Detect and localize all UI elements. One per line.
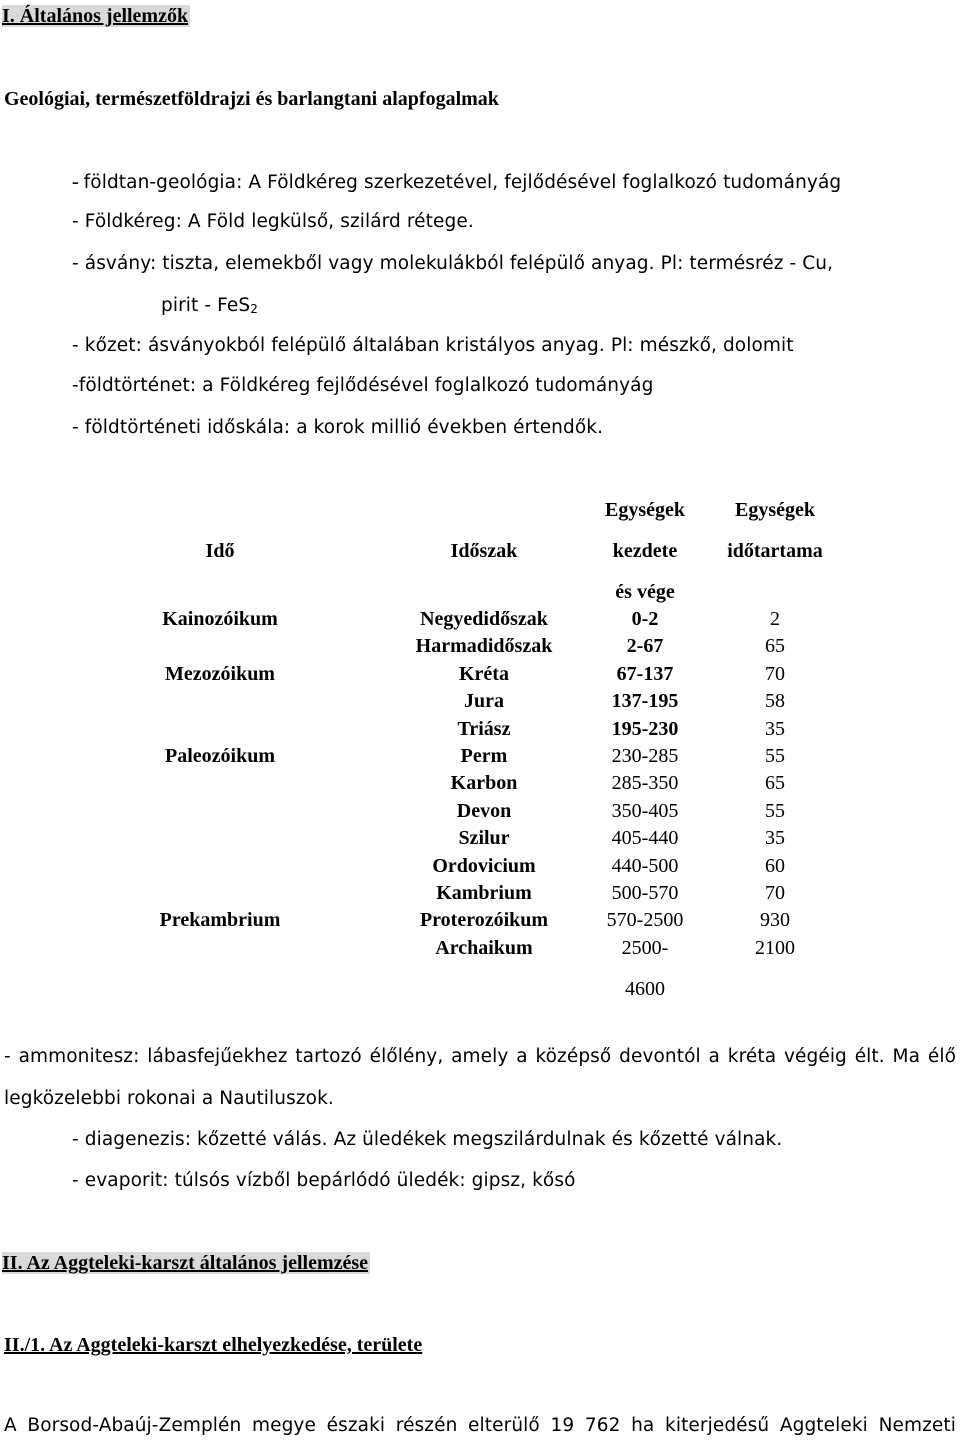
table-cell-start: 2-67 (626, 635, 664, 657)
table-cell-start: 0-2 (631, 608, 659, 630)
definition-earth-crust: - Földkéreg: A Föld legkülső, szilárd rétege. (72, 211, 474, 232)
table-cell-start: 350-405 (611, 800, 679, 822)
table-cell-duration: 2 (770, 608, 780, 630)
table-cell-period: Triász (457, 718, 511, 740)
definition-diagenesis: - diagenezis: kőzetté válás. Az üledékek megszilárdulnak és kőzetté válnak. (72, 1129, 783, 1150)
table-cell-duration: 2100 (755, 937, 795, 959)
definition-earth-history: -földtörténet: a Földkéreg fejlődésével foglalkozó tudományág (72, 375, 654, 396)
table-cell-duration: 70 (765, 882, 785, 904)
definition-rock: - kőzet: ásványokból felépülő általában kristályos anyag. Pl: mészkő, dolomit (72, 335, 794, 356)
header-duration-line1: Egységek (735, 499, 815, 521)
section-heading-2 (2, 1251, 370, 1275)
definition-ammonite-line2: legközelebbi rokonai a Nautiluszok. (4, 1088, 334, 1109)
table-cell-period: Negyedidőszak (420, 608, 548, 630)
table-cell-period: Harmadidőszak (415, 635, 553, 657)
table-cell-start: 195-230 (611, 718, 679, 740)
definition-mineral: - ásvány: tiszta, elemekből vagy molekulákból felépülő anyag. Pl: termésréz - Cu, (72, 253, 834, 274)
header-era: Idő (205, 540, 235, 562)
table-cell-period: Szilur (458, 827, 510, 849)
definition-geology (72, 170, 841, 195)
table-cell-duration: 65 (765, 635, 785, 657)
table-cell-start: 67-137 (616, 663, 674, 685)
subsection-heading-2-1: II./1. Az Aggteleki-karszt elhelyezkedése, területe (4, 1334, 423, 1356)
pyrite-formula: pirit - FeS (161, 295, 251, 316)
table-cell-era: Kainozóikum (162, 608, 278, 630)
definition-time-scale: - földtörténeti időskála: a korok millió években értendők. (72, 417, 604, 438)
table-cell-duration: 60 (765, 855, 785, 877)
table-cell-period: Devon (456, 800, 512, 822)
subheading-basic-concepts: Geológiai, természetföldrajzi és barlangtani alapfogalmak (4, 88, 499, 110)
table-cell-period: Karbon (450, 772, 518, 794)
definition-ammonite-line1: - ammonitesz: lábasfejűekhez tartozó élőlény, amely a középső devontól a kréta végéig élt. Ma élő (4, 1046, 956, 1067)
definition-evaporite: - evaporit: túlsós vízből bepárlódó üledék: gipsz, kősó (72, 1170, 576, 1191)
table-cell-start-overflow: 4600 (625, 978, 665, 1000)
pyrite-formula-subscript: 2 (250, 302, 258, 316)
table-cell-period: Kréta (459, 663, 509, 685)
definition-geology-text: földtan-geológia: A Földkéreg szerkezetével, fejlődésével foglalkozó tudományág (83, 172, 842, 193)
table-cell-duration: 55 (765, 800, 785, 822)
table-cell-start: 500-570 (611, 882, 679, 904)
table-cell-start: 440-500 (611, 855, 679, 877)
section-heading-1 (2, 4, 190, 28)
table-cell-start: 570-2500 (606, 909, 684, 931)
header-start-line2: kezdete (612, 540, 678, 562)
table-cell-era: Mezozóikum (165, 663, 275, 685)
table-cell-duration: 930 (760, 909, 790, 931)
table-cell-duration: 65 (765, 772, 785, 794)
table-cell-era: Prekambrium (159, 909, 281, 931)
header-period: Időszak (450, 540, 518, 562)
table-cell-period: Archaikum (435, 937, 533, 959)
table-cell-duration: 35 (765, 827, 785, 849)
table-cell-start: 2500- (621, 937, 669, 959)
section-heading-1-text: I. Általános jellemzők (2, 5, 189, 27)
definition-geology-dash: - (72, 171, 84, 193)
table-cell-duration: 70 (765, 663, 785, 685)
body-text-last-line: A Borsod-Abaúj-Zemplén megye északi részén elterülő 19 762 ha kiterjedésű Aggteleki Nemzeti (4, 1415, 956, 1436)
table-cell-start: 405-440 (611, 827, 679, 849)
header-duration-line2: időtartama (727, 540, 823, 562)
table-cell-era: Paleozóikum (165, 745, 275, 767)
table-cell-duration: 55 (765, 745, 785, 767)
table-cell-period: Ordovicium (432, 855, 536, 877)
section-heading-2-text: II. Az Aggteleki-karszt általános jellemzése (2, 1252, 369, 1274)
definition-mineral-example (161, 294, 258, 321)
table-cell-start: 230-285 (611, 745, 679, 767)
table-cell-duration: 58 (765, 690, 785, 712)
table-cell-period: Proterozóikum (419, 909, 549, 931)
table-cell-period: Kambrium (436, 882, 532, 904)
table-cell-period: Perm (460, 745, 508, 767)
header-start-line3: és vége (615, 581, 675, 603)
table-cell-duration: 35 (765, 718, 785, 740)
header-start-line1: Egységek (605, 499, 685, 521)
table-cell-start: 285-350 (611, 772, 679, 794)
table-cell-period: Jura (464, 690, 504, 712)
table-cell-start: 137-195 (611, 690, 679, 712)
